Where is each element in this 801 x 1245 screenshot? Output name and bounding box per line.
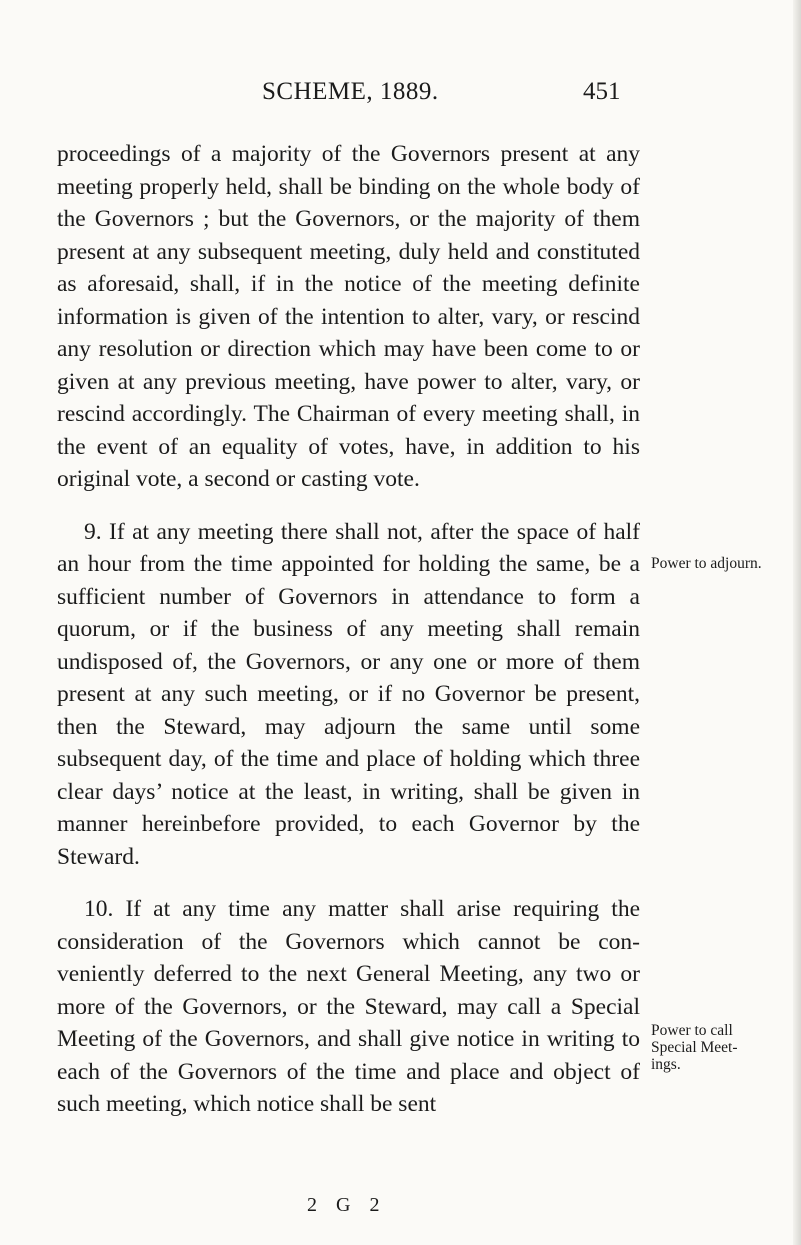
page-number: 451 [583, 78, 621, 105]
signature-mark: 2 G 2 [307, 1194, 387, 1216]
margin-note-power-to-adjourn: Power to adjourn. [651, 555, 762, 572]
running-title: SCHEME, 1889. [262, 78, 439, 105]
paragraph-continuation: proceedings of a majority of the Governors present at any meeting properly held, shall be binding on the whole body of the Governors ; but the Governors, or the majority of them present at any subsequent meeting, duly held and constituted as aforesaid, shall, if in the notice of the meeting definite information is given of the intention to alter, vary, or rescind any resolution or direction which may have been come to or given at any previous meeting, have power to alter, vary, or rescind accordingly. The Chairman of every meeting shall, in the event of an equality of votes, have, in addition to his original vote, a second or casting vote. [57, 141, 640, 492]
body-text [57, 138, 640, 1121]
margin-note-special-meetings: Power to call Special Meet- ings. [651, 1022, 738, 1073]
running-header [0, 78, 801, 118]
page-edge [793, 0, 801, 1245]
paragraph-9: 9. If at any meeting there shall not, after the space of half an hour from the time appointed for holding the same, be a sufficient number of Governors in attendance to form a quorum, or if the business of any meeting shall remain undisposed of, the Governors, or any one or more of them present at any such meeting, or if no Governor be present, then the Steward, may adjourn the same until some subsequent day, of the time and place of holding which three clear days’ notice at the least, in writing, shall be given in manner hereinbefore provided, to each Governor by the Steward. [57, 518, 640, 870]
paragraph-10: 10. If at any time any matter shall arise requiring the consideration of the Governors which cannot be con- veniently deferred to the next General Meeting, any two or more of the Governors, or the Steward, may call a Special Meeting of the Governors, and shall give notice in writing to each of the Governors of the time and place and object of such meeting, which notice shall be sent [57, 896, 640, 1117]
